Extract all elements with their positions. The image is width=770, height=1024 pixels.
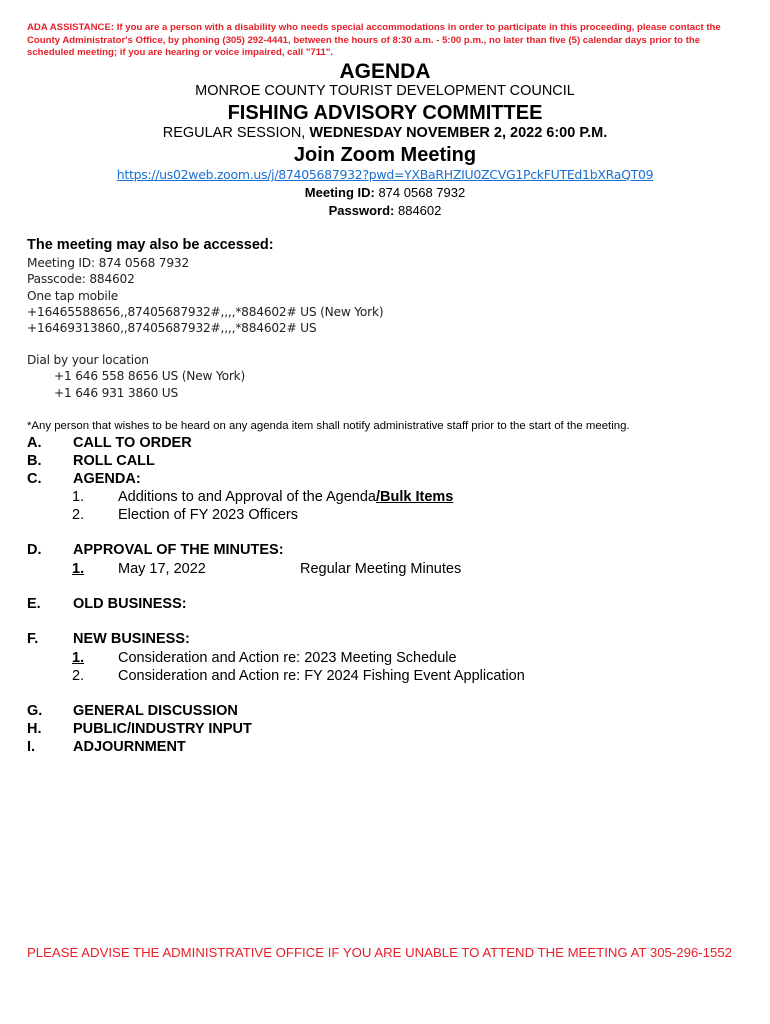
access-line: Meeting ID: 874 0568 7932 — [27, 256, 190, 270]
attendance-notice: PLEASE ADVISE THE ADMINISTRATIVE OFFICE IF YOU ARE UNABLE TO ATTEND THE MEETING AT 305-296-1552 — [27, 945, 733, 960]
subitem-main-text: Additions to and Approval of the Agenda — [118, 489, 376, 505]
subitem-text: Consideration and Action re: 2023 Meeting Schedule — [118, 650, 457, 666]
ada-assistance-notice: ADA ASSISTANCE: If you are a person with a disability who needs special accommodations in order to participate in this proceeding, please contact the County Administrator's Office, by phoning (305) 292-4441, between the hours of 8:30 a.m. - 5:00 p.m., no later than five (5) calendar days prior to the scheduled meeting; if you are hearing or voice impaired, call "711". — [27, 22, 721, 58]
public-comment-notice: *Any person that wishes to be heard on any agenda item shall notify administrative staff prior to the start of the meeting. — [27, 420, 630, 432]
meeting-id-line — [0, 185, 770, 200]
subitem-text: Election of FY 2023 Officers — [118, 507, 299, 523]
dial-details — [27, 352, 245, 401]
item-letter: C. — [27, 471, 42, 487]
subitem-text — [118, 489, 453, 505]
access-title: The meeting may also be accessed: — [27, 237, 274, 253]
session-date: WEDNESDAY NOVEMBER 2, 2022 6:00 P.M. — [309, 125, 608, 141]
item-label: NEW BUSINESS: — [73, 631, 190, 647]
access-line: +16469313860,,87405687932#,,,,*884602# US — [27, 321, 317, 336]
item-letter: H. — [27, 721, 42, 737]
item-label: AGENDA: — [73, 471, 141, 487]
access-line: +16465588656,,87405687932#,,,,*884602# US (New York) — [27, 304, 384, 319]
item-letter: A. — [27, 435, 42, 451]
zoom-link[interactable]: https://us02web.zoom.us/j/87405687932?pwd=YXBaRHZIU0ZCVG1PckFUTEd1bXRaQT09 — [116, 167, 654, 182]
dial-number: +1 646 558 8656 US (New York) — [54, 369, 246, 384]
subitem-number: 2. — [72, 507, 85, 523]
password-value: 884602 — [394, 203, 442, 218]
meeting-id-value: 874 0568 7932 — [374, 185, 466, 200]
dial-number: +1 646 931 3860 US — [54, 385, 179, 400]
bulk-items-text: /Bulk Items — [375, 489, 454, 505]
subitem-description: Regular Meeting Minutes — [300, 561, 462, 577]
item-letter: I. — [27, 739, 36, 755]
access-line: One tap mobile — [27, 288, 119, 303]
subitem-text: Consideration and Action re: FY 2024 Fishing Event Application — [118, 668, 525, 684]
access-line: Passcode: 884602 — [27, 272, 135, 287]
subitem-number: 2. — [72, 668, 85, 684]
committee-name: FISHING ADVISORY COMMITTEE — [227, 102, 543, 124]
password-label: Password: — [328, 203, 395, 218]
item-label: PUBLIC/INDUSTRY INPUT — [73, 721, 252, 737]
subitem-number: 1. — [72, 561, 85, 577]
password-line — [0, 203, 770, 218]
item-letter: D. — [27, 542, 42, 558]
item-letter: G. — [27, 703, 43, 719]
session-prefix: REGULAR SESSION, — [162, 125, 310, 141]
item-letter: B. — [27, 453, 42, 469]
subitem-number: 1. — [72, 650, 85, 666]
meeting-id-label: Meeting ID: — [304, 185, 375, 200]
item-label: ADJOURNMENT — [73, 739, 186, 755]
council-name: MONROE COUNTY TOURIST DEVELOPMENT COUNCIL — [195, 83, 575, 99]
item-label: CALL TO ORDER — [73, 435, 192, 451]
subitem-text: May 17, 2022 — [118, 561, 206, 577]
item-letter: E. — [27, 596, 41, 612]
access-details — [27, 255, 383, 336]
item-label: APPROVAL OF THE MINUTES: — [73, 542, 284, 558]
session-line — [0, 125, 770, 141]
zoom-title: Join Zoom Meeting — [293, 144, 477, 166]
item-label: ROLL CALL — [73, 453, 155, 469]
subitem-number: 1. — [72, 489, 85, 505]
dial-label: Dial by your location — [27, 353, 149, 367]
item-letter: F. — [27, 631, 39, 647]
agenda-title: AGENDA — [339, 60, 431, 83]
item-label: OLD BUSINESS: — [73, 596, 187, 612]
item-label: GENERAL DISCUSSION — [73, 703, 238, 719]
